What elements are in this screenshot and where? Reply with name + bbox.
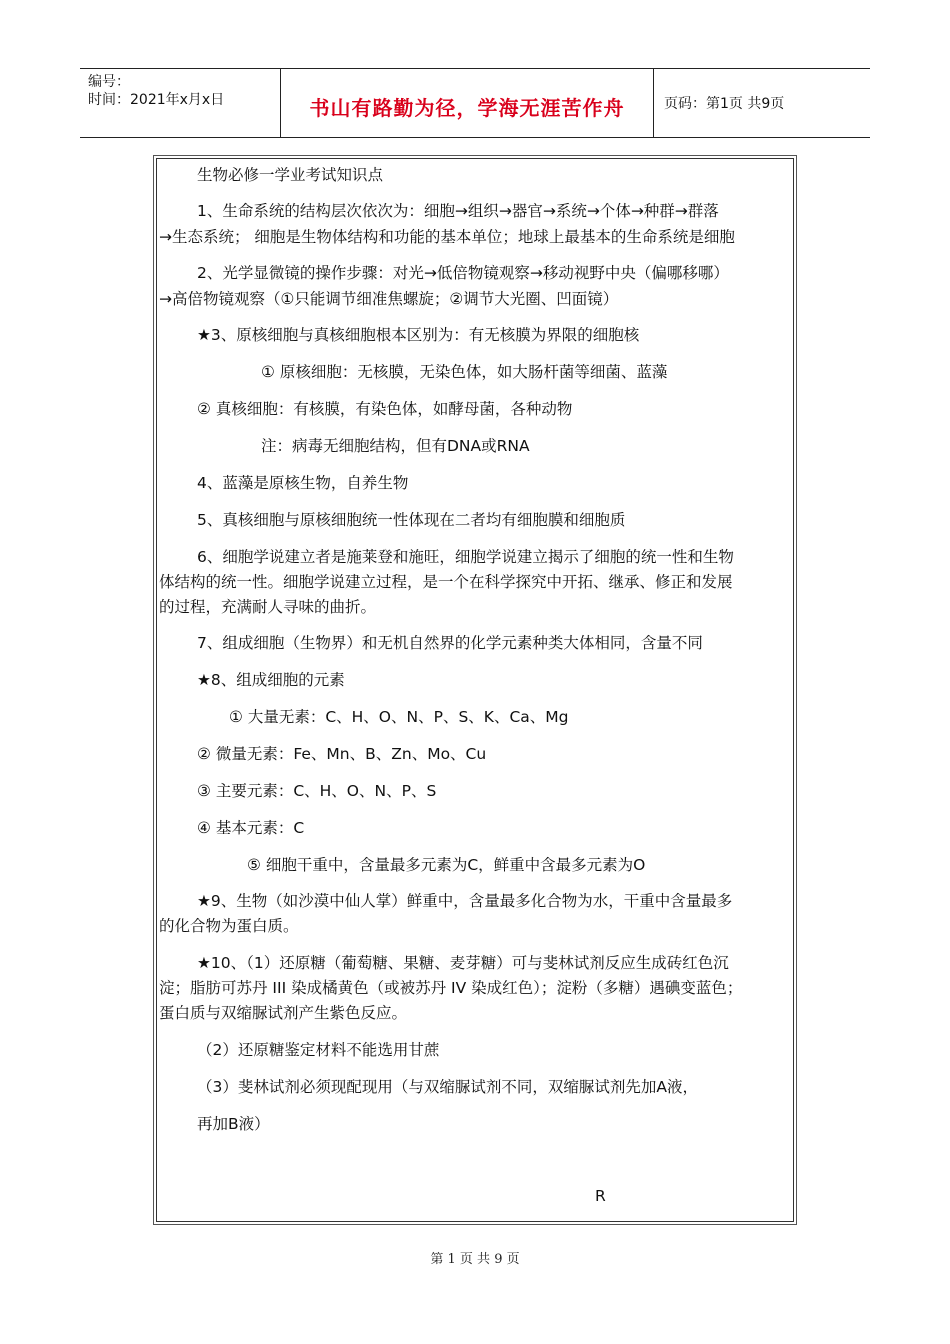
header-meta-cell [80, 69, 281, 137]
text-line: ★8、组成细胞的元素 [197, 671, 345, 689]
text-line: 6、细胞学说建立者是施莱登和施旺，细胞学说建立揭示了细胞的统一性和生物 [197, 548, 734, 566]
motto-text: 书山有路勤为径，学海无涯苦作舟 [309, 96, 625, 120]
text-line: →高倍物镜观察（①只能调节细准焦螺旋；②调节大光圈、凹面镜） [159, 290, 619, 308]
header-motto-cell [281, 69, 654, 137]
text-line: 体结构的统一性。细胞学说建立过程，是一个在科学探究中开拓、继承、修正和发展 [159, 573, 733, 591]
text-line: 再加B液） [197, 1115, 270, 1133]
text-line: ④ 基本元素：C [197, 819, 305, 837]
text-line: ★10、（1）还原糖（葡萄糖、果糖、麦芽糖）可与斐林试剂反应生成砖红色沉 [197, 954, 729, 972]
text-line: ② 微量无素：Fe、Mn、B、Zn、Mo、Cu [197, 745, 487, 763]
code-label: 编号： [88, 74, 130, 90]
document-header [80, 68, 870, 138]
text-line: 的化合物为蛋白质。 [159, 917, 299, 935]
page-footer: 第 1 页 共 9 页 [430, 1252, 520, 1267]
text-line: （3）斐林试剂必须现配现用（与双缩脲试剂不同，双缩脲试剂先加A液， [197, 1078, 698, 1096]
text-line: ① 原核细胞：无核膜，无染色体，如大肠杆菌等细菌、蓝藻 [261, 363, 668, 381]
content-frame [156, 158, 794, 1222]
text-line: ★9、生物（如沙漠中仙人掌）鲜重中，含量最多化合物为水，干重中含量最多 [197, 892, 733, 910]
page-label: 页码：第1页 共9页 [664, 96, 785, 112]
text-line: ① 大量无素：C、H、O、N、P、S、K、Ca、Mg [229, 708, 569, 726]
text-line: 注：病毒无细胞结构，但有DNA或RNA [261, 437, 530, 455]
text-line: 淀；脂肪可苏丹 III 染成橘黄色（或被苏丹 IV 染成红色）；淀粉（多糖）遇碘变蓝色； [159, 979, 743, 997]
text-line: 1、生命系统的结构层次依次为：细胞→组织→器官→系统→个体→种群→群落 [197, 202, 719, 220]
stray-mark: R [595, 1187, 606, 1205]
text-line: ★3、原核细胞与真核细胞根本区别为：有无核膜为界限的细胞核 [197, 326, 640, 344]
text-line: ② 真核细胞：有核膜，有染色体，如酵母菌，各种动物 [197, 400, 573, 418]
time-label: 时间：2021年x月x日 [88, 92, 225, 108]
text-line: 7、组成细胞（生物界）和无机自然界的化学元素种类大体相同，含量不同 [197, 634, 703, 652]
text-line: （2）还原糖鉴定材料不能选用甘蔗 [197, 1041, 440, 1059]
text-line: 的过程，充满耐人寻味的曲折。 [159, 598, 377, 616]
text-line: →生态系统； 细胞是生物体结构和功能的基本单位；地球上最基本的生命系统是细胞 [159, 228, 735, 246]
text-line: 4、蓝藻是原核生物，自养生物 [197, 474, 409, 492]
text-line: 5、真核细胞与原核细胞统一性体现在二者均有细胞膜和细胞质 [197, 511, 626, 529]
text-line: ③ 主要元素：C、H、O、N、P、S [197, 782, 437, 800]
header-page-cell [654, 69, 870, 137]
text-line: 蛋白质与双缩脲试剂产生紫色反应。 [159, 1004, 408, 1022]
text-line: ⑤ 细胞干重中，含量最多元素为C，鲜重中含最多元素为O [247, 856, 646, 874]
doc-title: 生物必修一学业考试知识点 [197, 166, 384, 184]
text-line: 2、光学显微镜的操作步骤：对光→低倍物镜观察→移动视野中央（偏哪移哪） [197, 264, 729, 282]
